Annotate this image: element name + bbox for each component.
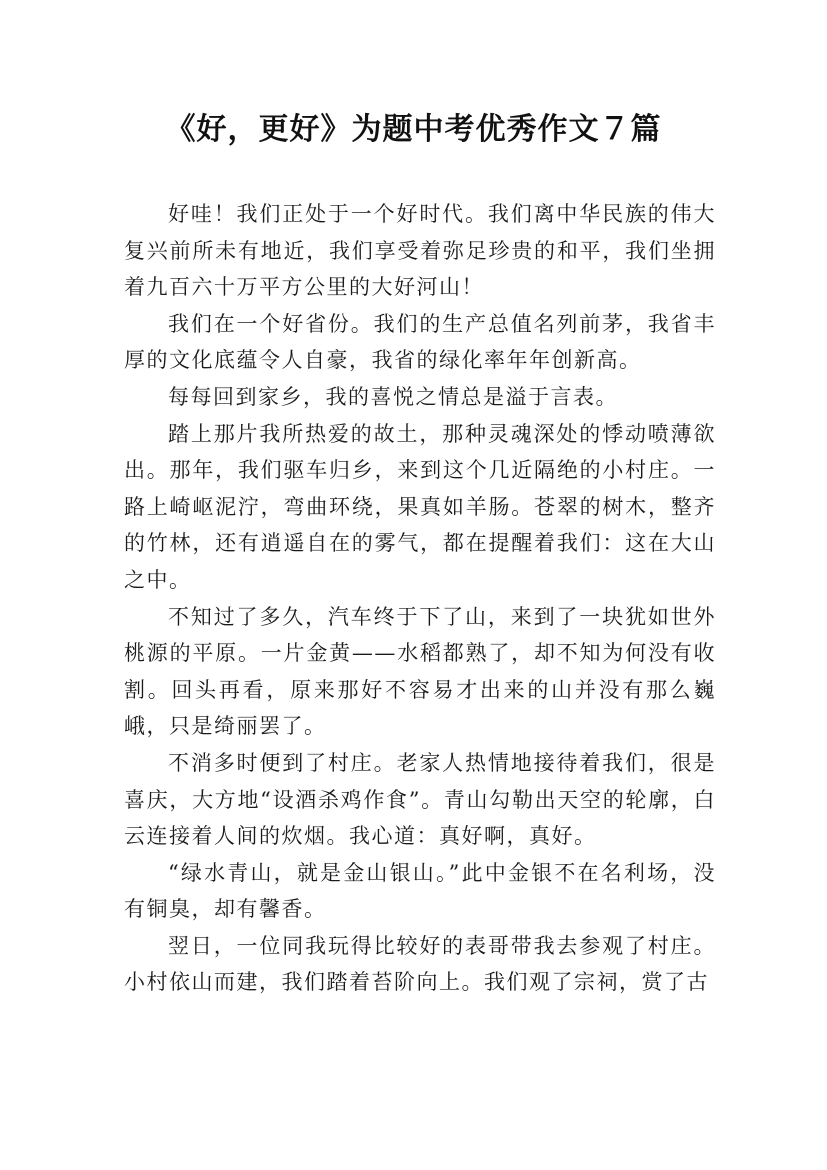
paragraph: 不知过了多久，汽车终于下了山，来到了一块犹如世外桃源的平原。一片金黄——水稻都熟了，却不知为何没有收割。回头再看，原来那好不容易才出来的山并没有那么巍峨，只是绮丽罢了。 bbox=[124, 604, 716, 739]
paragraph: 我们在一个好省份。我们的生产总值名列前茅，我省丰厚的文化底蕴令人自豪，我省的绿化率年年创新高。 bbox=[124, 311, 716, 373]
paragraph: “绿水青山，就是金山银山。”此中金银不在名利场，没有铜臭，却有馨香。 bbox=[124, 860, 716, 922]
document-title: 《好，更好》为题中考优秀作文７篇 bbox=[165, 112, 662, 147]
paragraph: 好哇！我们正处于一个好时代。我们离中华民族的伟大复兴前所未有地近，我们享受着弥足珍贵的和平，我们坐拥着九百六十万平方公里的大好河山！ bbox=[124, 202, 716, 300]
document-body bbox=[124, 196, 716, 1001]
paragraph: 翌日，一位同我玩得比较好的表哥带我去参观了村庄。小村依山而建，我们踏着苔阶向上。我们观了宗祠，赏了古 bbox=[124, 933, 716, 995]
paragraph: 踏上那片我所热爱的故土，那种灵魂深处的悸动喷薄欲出。那年，我们驱车归乡，来到这个几近隔绝的小村庄。一路上崎岖泥泞，弯曲环绕，果真如羊肠。苍翠的树木，整齐的竹林，还有逍遥自在的雾气，都在提醒着我们：这在大山之中。 bbox=[124, 421, 716, 592]
paragraph: 不消多时便到了村庄。老家人热情地接待着我们，很是喜庆，大方地“设酒杀鸡作食”。青山勾勒出天空的轮廓，白云连接着人间的炊烟。我心道：真好啊，真好。 bbox=[124, 750, 716, 849]
paragraph: 每每回到家乡，我的喜悦之情总是溢于言表。 bbox=[168, 384, 618, 409]
